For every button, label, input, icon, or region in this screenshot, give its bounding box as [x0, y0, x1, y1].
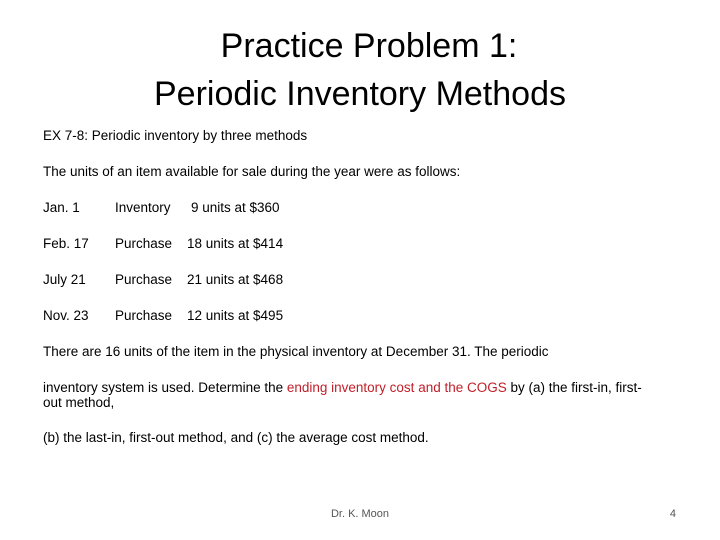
row-units: 18 units at $414: [187, 236, 284, 251]
row-units: 21 units at $468: [187, 272, 284, 287]
paragraph-physical-inventory: There are 16 units of the item in the physical inventory at December 31. The periodic: [43, 344, 549, 359]
paragraph-methods: (b) the last-in, first-out method, and (c) the average cost method.: [43, 430, 429, 445]
row-kind: Purchase: [115, 236, 173, 251]
row-date: Jan. 1: [43, 200, 80, 215]
row-units: 12 units at $495: [187, 308, 284, 323]
row-kind: Purchase: [115, 308, 173, 323]
footer-author: Dr. K. Moon: [330, 508, 390, 520]
row-kind: Purchase: [115, 272, 173, 287]
row-date: Feb. 17: [43, 236, 89, 251]
row-units: 9 units at $360: [191, 200, 280, 215]
row-kind: Inventory: [115, 200, 171, 215]
slide-title-line-2: Periodic Inventory Methods: [154, 75, 566, 113]
paragraph-determine: [43, 380, 642, 396]
intro-text: The units of an item available for sale during the year were as follows:: [43, 164, 461, 179]
exercise-subtitle: EX 7-8: Periodic inventory by three methods: [43, 128, 308, 143]
paragraph-determine-line-2: out method,: [43, 395, 115, 410]
page-number: 4: [669, 508, 676, 520]
row-date: Nov. 23: [43, 308, 89, 323]
paragraph-determine-end: by (a) the first-in, first-: [506, 380, 642, 395]
slide-title-line-1: Practice Problem 1:: [220, 27, 518, 65]
slide-title: [0, 22, 720, 118]
row-date: July 21: [43, 272, 86, 287]
paragraph-determine-start: inventory system is used. Determine the: [43, 380, 287, 395]
highlighted-phrase: ending inventory cost and the COGS: [286, 380, 507, 395]
